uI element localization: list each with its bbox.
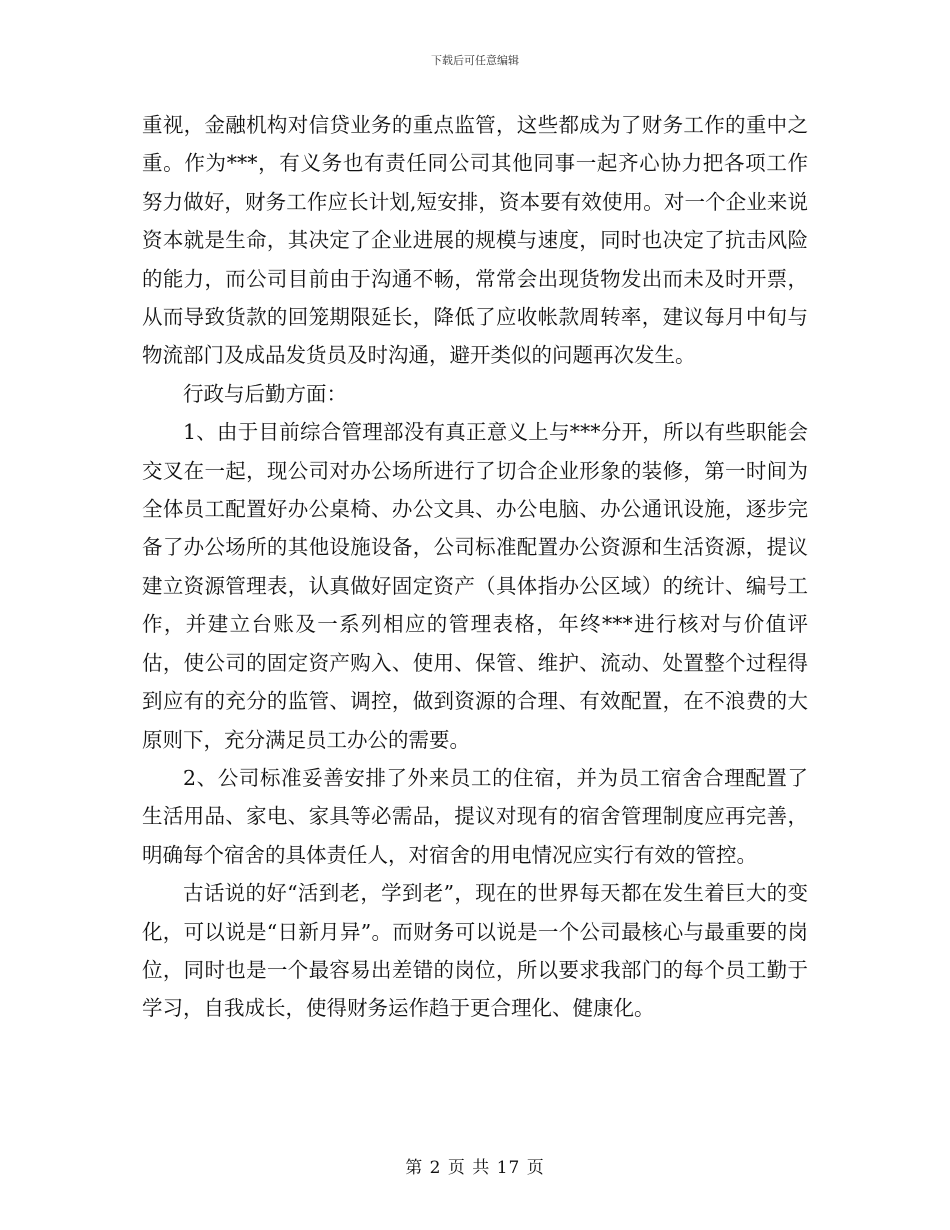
paragraph-item-1: 1、由于目前综合管理部没有真正意义上与***分开，所以有些职能会交叉在一起，现公司对办公场所进行了切合企业形象的装修，第一时间为全体员工配置好办公桌椅、办公文具、办公电脑、办公通讯设施，逐步完备了办公场所的其他设施设备，公司标准配置办公资源和生活资源，提议建立资源管理表，认真做好固定资产（具体指办公区域）的统计、编号工作，并建立台账及一系列相应的管理表格，年终***进行核对与价值评估，使公司的固定资产购入、使用、保管、维护、流动、处置整个过程得到应有的充分的监管、调控，做到资源的合理、有效配置，在不浪费的大原则下，充分满足员工办公的需要。	[142, 420, 808, 752]
paragraph-financial-continuation: 重视，金融机构对信贷业务的重点监管，这些都成为了财务工作的重中之重。作为***，有义务也有责任同公司其他同事一起齐心协力把各项工作努力做好，财务工作应长计划,短安排，资本要有效使用。对一个企业来说资本就是生命，其决定了企业进展的规模与速度，同时也决定了抗击风险的能力，而公司目前由于沟通不畅，常常会出现货物发出而未及时开票，从而导致货款的回笼期限延长，降低了应收帐款周转率，建议每月中旬与物流部门及成品发货员及时沟通，避开类似的问题再次发生。	[142, 113, 808, 368]
page-number: 第 2 页 共 17 页	[405, 1158, 545, 1178]
page-header: 下载后可任意编辑	[431, 54, 519, 67]
document-body	[142, 106, 808, 1028]
paragraph-conclusion: 古话说的好“活到老，学到老”，现在的世界每天都在发生着巨大的变化，可以说是“日新月异”。而财务可以说是一个公司最核心与最重要的岗位，同时也是一个最容易出差错的岗位，所以要求我部门的每个员工勤于学习，自我成长，使得财务运作趋于更合理化、健康化。	[142, 881, 808, 1021]
paragraph-item-2: 2、公司标准妥善安排了外来员工的住宿，并为员工宿舍合理配置了生活用品、家电、家具等必需品，提议对现有的宿舍管理制度应再完善，明确每个宿舍的具体责任人，对宿舍的用电情况应实行有效的管控。	[142, 765, 808, 867]
section-heading-admin-logistics: 行政与后勤方面：	[183, 381, 347, 406]
